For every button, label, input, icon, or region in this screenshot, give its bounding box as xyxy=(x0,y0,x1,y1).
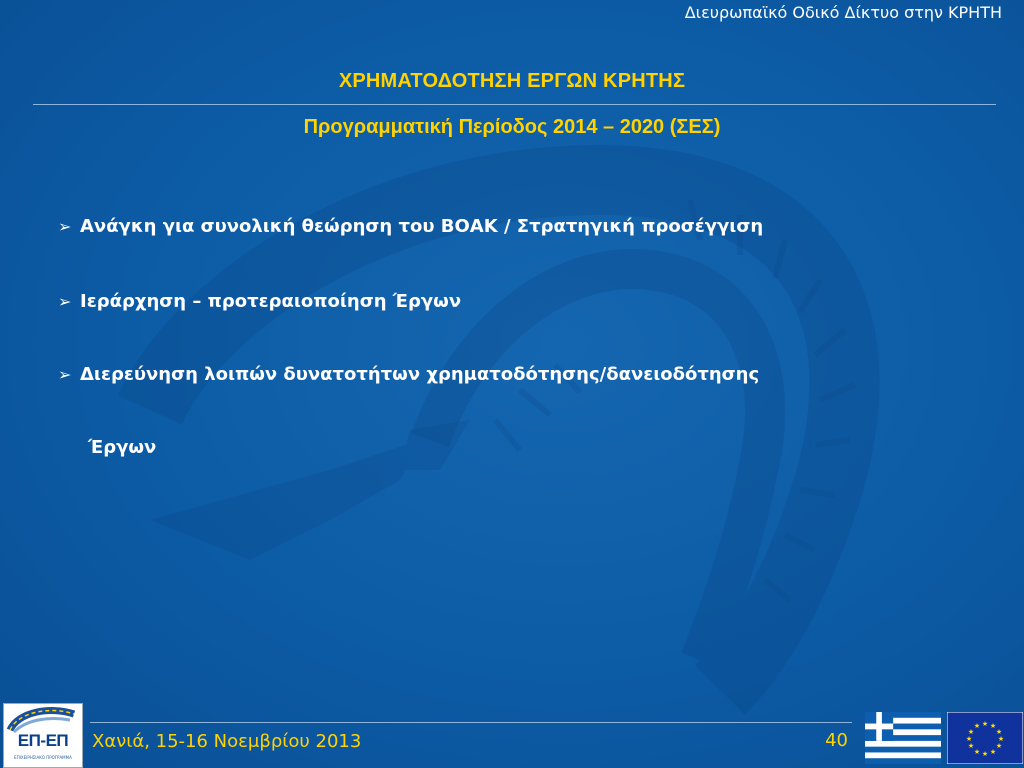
footer-date: Χανιά, 15-16 Νοεμβρίου 2013 xyxy=(92,731,362,752)
footer-divider xyxy=(90,722,852,723)
svg-text:★: ★ xyxy=(981,750,989,758)
svg-text:★: ★ xyxy=(967,742,975,750)
svg-text:★: ★ xyxy=(973,748,981,756)
eu-flag-icon xyxy=(947,712,1023,764)
greek-flag-icon xyxy=(865,712,941,764)
svg-text:★: ★ xyxy=(989,722,997,730)
svg-text:★: ★ xyxy=(995,728,1003,736)
slide-subtitle: Προγραμματική Περίοδος 2014 – 2020 (ΣΕΣ) xyxy=(303,116,721,138)
logo-subtext: ΕΠΙΧΕΙΡΗΣΙΑΚΟ ΠΡΟΓΡΑΜΜΑ xyxy=(14,755,72,760)
svg-text:★: ★ xyxy=(967,728,975,736)
arrow-bullet-icon: ➢ xyxy=(58,217,72,236)
bullet-item xyxy=(58,291,461,312)
top-caption: Διευρωπαϊκό Οδικό Δίκτυο στην ΚΡΗΤΗ xyxy=(684,3,1002,22)
bullet-text: Ιεράρχηση – προτεραιοποίηση Έργων xyxy=(80,291,462,312)
program-logo xyxy=(3,703,83,768)
svg-text:★: ★ xyxy=(965,735,973,743)
title-divider xyxy=(33,104,996,105)
logo-road-icon xyxy=(4,704,82,734)
slide-title: ΧΡΗΜΑΤΟΔΟΤΗΣΗ ΕΡΓΩΝ ΚΡΗΤΗΣ xyxy=(338,70,686,92)
logo-text: ΕΠ-ΕΠ xyxy=(17,731,69,750)
page-number: 40 xyxy=(825,730,848,751)
arrow-bullet-icon: ➢ xyxy=(58,292,72,311)
arrow-bullet-icon: ➢ xyxy=(58,365,72,384)
bullet-text: Διερεύνηση λοιπών δυνατοτήτων χρηματοδότησης/δανειοδότησης xyxy=(80,364,760,385)
svg-text:★: ★ xyxy=(995,742,1003,750)
svg-text:★: ★ xyxy=(981,720,989,728)
svg-text:★: ★ xyxy=(989,748,997,756)
svg-text:★: ★ xyxy=(997,735,1005,743)
bullet-continuation: Έργων xyxy=(88,437,157,458)
bullet-text: Ανάγκη για συνολική θεώρηση του ΒΟΑΚ / Στρατηγική προσέγγιση xyxy=(80,216,764,237)
svg-text:★: ★ xyxy=(973,722,981,730)
bullet-item xyxy=(58,364,759,385)
bullet-item xyxy=(58,216,763,237)
